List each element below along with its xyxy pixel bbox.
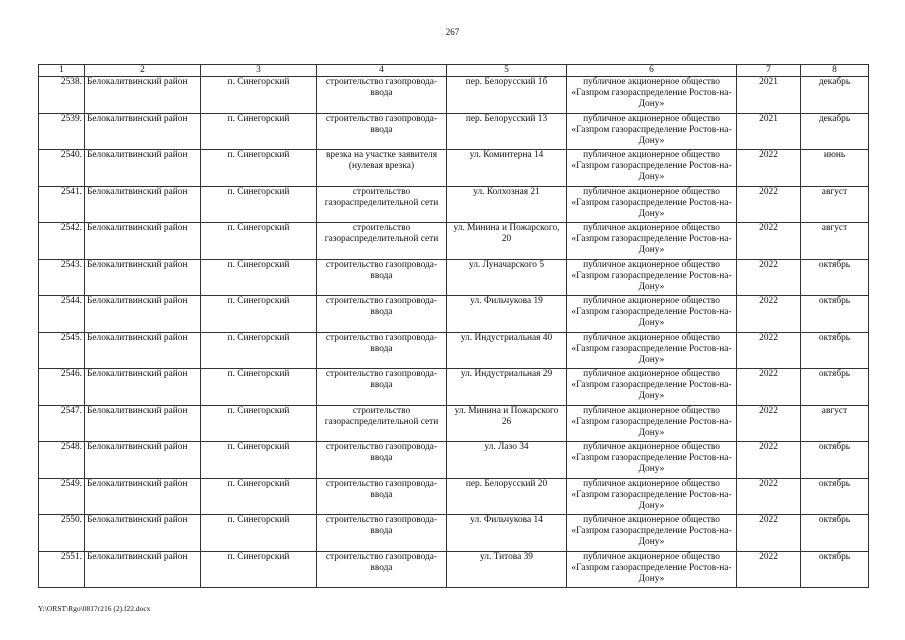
year-cell: 2022 (737, 478, 801, 515)
month-cell: декабрь (801, 113, 869, 150)
registry-table (38, 64, 869, 588)
row-number-cell: 2543. (39, 259, 85, 296)
column-header: 8 (801, 65, 869, 77)
month-cell: октябрь (801, 478, 869, 515)
year-cell: 2022 (737, 223, 801, 260)
work-type-cell: строительство газопровода-ввода (317, 515, 447, 552)
organization-cell: публичное акционерное общество «Газпром газораспределение Ростов-на-Дону» (567, 150, 737, 187)
district-cell: Белокалитвинский район (85, 332, 201, 369)
district-cell: Белокалитвинский район (85, 442, 201, 479)
year-cell: 2022 (737, 186, 801, 223)
address-cell: ул. Индустриальная 29 (447, 369, 567, 406)
table-row (39, 478, 869, 515)
district-cell: Белокалитвинский район (85, 369, 201, 406)
footer-file-path: Y:\ORST\Rgo\0817r216 (2).f22.docx (38, 604, 151, 613)
row-number-cell: 2549. (39, 478, 85, 515)
column-header: 7 (737, 65, 801, 77)
table-row (39, 223, 869, 260)
column-header: 5 (447, 65, 567, 77)
organization-cell: публичное акционерное общество «Газпром газораспределение Ростов-на-Дону» (567, 77, 737, 114)
organization-cell: публичное акционерное общество «Газпром газораспределение Ростов-на-Дону» (567, 551, 737, 588)
address-cell: ул. Индустриальная 40 (447, 332, 567, 369)
work-type-cell: строительство газопровода-ввода (317, 332, 447, 369)
month-cell: октябрь (801, 551, 869, 588)
column-header: 1 (39, 65, 85, 77)
year-cell: 2022 (737, 442, 801, 479)
month-cell: октябрь (801, 442, 869, 479)
work-type-cell: строительство газораспределительной сети (317, 223, 447, 260)
work-type-cell: строительство газораспределительной сети (317, 405, 447, 442)
month-cell: декабрь (801, 77, 869, 114)
year-cell: 2022 (737, 405, 801, 442)
work-type-cell: строительство газопровода-ввода (317, 369, 447, 406)
district-cell: Белокалитвинский район (85, 186, 201, 223)
settlement-cell: п. Синегорский (201, 515, 317, 552)
table-row (39, 186, 869, 223)
settlement-cell: п. Синегорский (201, 478, 317, 515)
address-cell: пер. Белорусский 13 (447, 113, 567, 150)
work-type-cell: строительство газопровода-ввода (317, 442, 447, 479)
district-cell: Белокалитвинский район (85, 551, 201, 588)
work-type-cell: строительство газораспределительной сети (317, 186, 447, 223)
work-type-cell: строительство газопровода-ввода (317, 77, 447, 114)
row-number-cell: 2544. (39, 296, 85, 333)
organization-cell: публичное акционерное общество «Газпром газораспределение Ростов-на-Дону» (567, 296, 737, 333)
row-number-cell: 2550. (39, 515, 85, 552)
settlement-cell: п. Синегорский (201, 551, 317, 588)
district-cell: Белокалитвинский район (85, 223, 201, 260)
row-number-cell: 2538. (39, 77, 85, 114)
row-number-cell: 2539. (39, 113, 85, 150)
table-row (39, 259, 869, 296)
month-cell: октябрь (801, 369, 869, 406)
year-cell: 2022 (737, 259, 801, 296)
table-row (39, 442, 869, 479)
settlement-cell: п. Синегорский (201, 296, 317, 333)
settlement-cell: п. Синегорский (201, 332, 317, 369)
row-number-cell: 2546. (39, 369, 85, 406)
month-cell: октябрь (801, 332, 869, 369)
table-row (39, 332, 869, 369)
year-cell: 2022 (737, 515, 801, 552)
table-body (39, 77, 869, 588)
column-header: 2 (85, 65, 201, 77)
settlement-cell: п. Синегорский (201, 259, 317, 296)
year-cell: 2022 (737, 296, 801, 333)
month-cell: октябрь (801, 259, 869, 296)
month-cell: июнь (801, 150, 869, 187)
district-cell: Белокалитвинский район (85, 296, 201, 333)
month-cell: август (801, 223, 869, 260)
settlement-cell: п. Синегорский (201, 442, 317, 479)
work-type-cell: строительство газопровода-ввода (317, 296, 447, 333)
year-cell: 2022 (737, 551, 801, 588)
district-cell: Белокалитвинский район (85, 150, 201, 187)
organization-cell: публичное акционерное общество «Газпром газораспределение Ростов-на-Дону» (567, 259, 737, 296)
table-row (39, 551, 869, 588)
row-number-cell: 2547. (39, 405, 85, 442)
year-cell: 2022 (737, 332, 801, 369)
organization-cell: публичное акционерное общество «Газпром газораспределение Ростов-на-Дону» (567, 223, 737, 260)
address-cell: ул. Фильчукова 14 (447, 515, 567, 552)
row-number-cell: 2551. (39, 551, 85, 588)
table-row (39, 113, 869, 150)
address-cell: ул. Фильчукова 19 (447, 296, 567, 333)
address-cell: ул. Титова 39 (447, 551, 567, 588)
address-cell: ул. Коминтерна 14 (447, 150, 567, 187)
address-cell: ул. Луначарского 5 (447, 259, 567, 296)
organization-cell: публичное акционерное общество «Газпром газораспределение Ростов-на-Дону» (567, 369, 737, 406)
row-number-cell: 2545. (39, 332, 85, 369)
address-cell: пер. Белорусский 1б (447, 77, 567, 114)
year-cell: 2021 (737, 77, 801, 114)
district-cell: Белокалитвинский район (85, 259, 201, 296)
column-header: 6 (567, 65, 737, 77)
address-cell: ул. Лазо 34 (447, 442, 567, 479)
row-number-cell: 2548. (39, 442, 85, 479)
work-type-cell: строительство газопровода-ввода (317, 478, 447, 515)
address-cell: ул. Колхозная 21 (447, 186, 567, 223)
organization-cell: публичное акционерное общество «Газпром газораспределение Ростов-на-Дону» (567, 332, 737, 369)
address-cell: пер. Белорусский 20 (447, 478, 567, 515)
settlement-cell: п. Синегорский (201, 150, 317, 187)
organization-cell: публичное акционерное общество «Газпром газораспределение Ростов-на-Дону» (567, 405, 737, 442)
column-header: 3 (201, 65, 317, 77)
month-cell: октябрь (801, 515, 869, 552)
address-cell: ул. Минина и Пожарского 26 (447, 405, 567, 442)
table-row (39, 296, 869, 333)
work-type-cell: строительство газопровода-ввода (317, 113, 447, 150)
district-cell: Белокалитвинский район (85, 77, 201, 114)
address-cell: ул. Минина и Пожарского, 20 (447, 223, 567, 260)
settlement-cell: п. Синегорский (201, 186, 317, 223)
month-cell: август (801, 405, 869, 442)
settlement-cell: п. Синегорский (201, 369, 317, 406)
work-type-cell: врезка на участке заявителя (нулевая врезка) (317, 150, 447, 187)
district-cell: Белокалитвинский район (85, 515, 201, 552)
table-row (39, 369, 869, 406)
table-row (39, 515, 869, 552)
month-cell: август (801, 186, 869, 223)
column-header: 4 (317, 65, 447, 77)
page-number: 267 (445, 27, 460, 37)
row-number-cell: 2542. (39, 223, 85, 260)
work-type-cell: строительство газопровода-ввода (317, 551, 447, 588)
month-cell: октябрь (801, 296, 869, 333)
year-cell: 2021 (737, 113, 801, 150)
row-number-cell: 2541. (39, 186, 85, 223)
district-cell: Белокалитвинский район (85, 478, 201, 515)
organization-cell: публичное акционерное общество «Газпром газораспределение Ростов-на-Дону» (567, 113, 737, 150)
header-row (39, 65, 869, 77)
organization-cell: публичное акционерное общество «Газпром газораспределение Ростов-на-Дону» (567, 478, 737, 515)
table-row (39, 405, 869, 442)
table-row (39, 150, 869, 187)
year-cell: 2022 (737, 150, 801, 187)
row-number-cell: 2540. (39, 150, 85, 187)
settlement-cell: п. Синегорский (201, 405, 317, 442)
settlement-cell: п. Синегорский (201, 223, 317, 260)
settlement-cell: п. Синегорский (201, 113, 317, 150)
district-cell: Белокалитвинский район (85, 405, 201, 442)
district-cell: Белокалитвинский район (85, 113, 201, 150)
organization-cell: публичное акционерное общество «Газпром газораспределение Ростов-на-Дону» (567, 515, 737, 552)
organization-cell: публичное акционерное общество «Газпром газораспределение Ростов-на-Дону» (567, 442, 737, 479)
work-type-cell: строительство газопровода-ввода (317, 259, 447, 296)
table-row (39, 77, 869, 114)
year-cell: 2022 (737, 369, 801, 406)
organization-cell: публичное акционерное общество «Газпром газораспределение Ростов-на-Дону» (567, 186, 737, 223)
settlement-cell: п. Синегорский (201, 77, 317, 114)
